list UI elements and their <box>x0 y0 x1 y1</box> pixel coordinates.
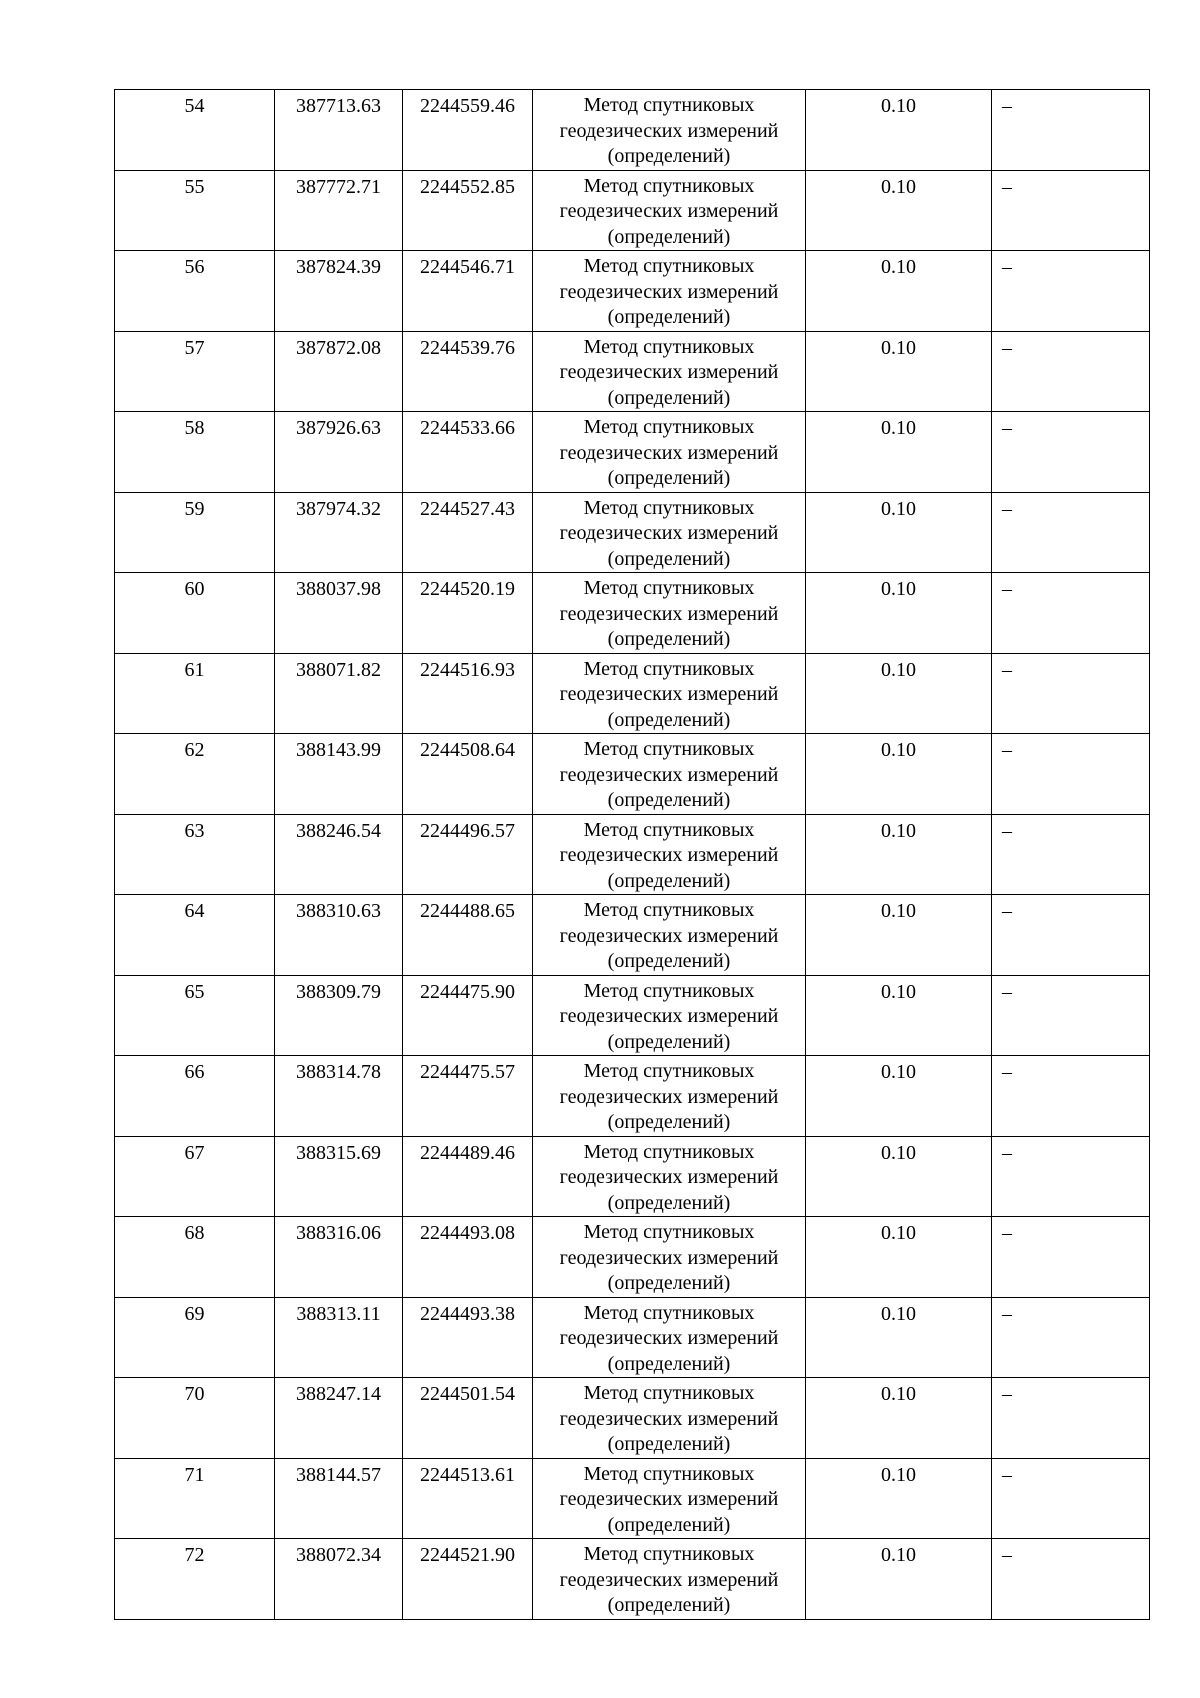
point-number-cell: 66 <box>115 1056 275 1137</box>
x-coordinate-cell: 388313.11 <box>275 1297 403 1378</box>
y-coordinate-cell: 2244501.54 <box>403 1378 533 1459</box>
accuracy-cell: 0.10 <box>806 573 992 654</box>
table-row <box>115 734 1150 815</box>
method-line: (определений) <box>607 1030 731 1053</box>
x-coordinate-cell: 387713.63 <box>275 90 403 171</box>
point-number-cell: 61 <box>115 653 275 734</box>
method-line: Метод спутниковых <box>583 1221 755 1243</box>
method-line: (определений) <box>607 1594 731 1616</box>
point-number-cell: 67 <box>115 1136 275 1217</box>
method-cell <box>533 492 806 573</box>
method-line: Метод спутниковых <box>583 496 755 519</box>
method-line: Метод спутниковых <box>583 1382 755 1404</box>
y-coordinate-cell: 2244489.46 <box>403 1136 533 1217</box>
method-cell <box>533 734 806 815</box>
method-line: (определений) <box>607 789 731 811</box>
x-coordinate-cell: 388037.98 <box>275 573 403 654</box>
x-coordinate-cell: 387926.63 <box>275 412 403 493</box>
note-cell: – <box>992 734 1150 815</box>
method-line: Метод спутниковых <box>583 416 755 438</box>
table-row <box>115 814 1150 895</box>
x-coordinate-cell: 388071.82 <box>275 653 403 734</box>
method-line: (определений) <box>607 145 731 167</box>
table-row <box>115 1458 1150 1539</box>
x-coordinate-cell: 387974.32 <box>275 492 403 573</box>
method-cell <box>533 1056 806 1137</box>
point-number-cell: 68 <box>115 1217 275 1298</box>
x-coordinate-cell: 388246.54 <box>275 814 403 895</box>
table-row <box>115 170 1150 251</box>
point-number-cell: 55 <box>115 170 275 251</box>
y-coordinate-cell: 2244508.64 <box>403 734 533 815</box>
method-line: Метод спутниковых <box>583 577 755 599</box>
note-cell: – <box>992 573 1150 654</box>
table-row <box>115 1297 1150 1378</box>
accuracy-cell: 0.10 <box>806 1458 992 1539</box>
y-coordinate-cell: 2244552.85 <box>403 170 533 251</box>
y-coordinate-cell: 2244546.71 <box>403 251 533 332</box>
y-coordinate-cell: 2244521.90 <box>403 1539 533 1620</box>
y-coordinate-cell: 2244513.61 <box>403 1458 533 1539</box>
accuracy-cell: 0.10 <box>806 251 992 332</box>
accuracy-cell: 0.10 <box>806 1136 992 1217</box>
method-cell <box>533 814 806 895</box>
method-cell <box>533 170 806 251</box>
method-line: геодезических измерений <box>559 441 779 464</box>
x-coordinate-cell: 388143.99 <box>275 734 403 815</box>
point-number-cell: 69 <box>115 1297 275 1378</box>
note-cell: – <box>992 331 1150 412</box>
note-cell: – <box>992 653 1150 734</box>
method-cell <box>533 1539 806 1620</box>
method-line: геодезических измерений <box>559 763 779 786</box>
method-line: Метод спутниковых <box>583 1462 755 1485</box>
coordinates-table <box>114 89 1150 1620</box>
y-coordinate-cell: 2244559.46 <box>403 90 533 171</box>
method-line: геодезических измерений <box>559 1407 779 1430</box>
method-line: Метод спутниковых <box>583 94 755 116</box>
method-cell <box>533 975 806 1056</box>
point-number-cell: 70 <box>115 1378 275 1459</box>
note-cell: – <box>992 895 1150 976</box>
method-line: (определений) <box>607 869 731 892</box>
method-line: Метод спутниковых <box>583 1060 755 1082</box>
point-number-cell: 60 <box>115 573 275 654</box>
table-body <box>115 90 1150 1620</box>
accuracy-cell: 0.10 <box>806 975 992 1056</box>
method-line: Метод спутниковых <box>583 899 755 921</box>
method-cell <box>533 895 806 976</box>
method-cell <box>533 573 806 654</box>
method-line: геодезических измерений <box>559 1005 779 1027</box>
point-number-cell: 54 <box>115 90 275 171</box>
table-row <box>115 653 1150 734</box>
accuracy-cell: 0.10 <box>806 1056 992 1137</box>
y-coordinate-cell: 2244520.19 <box>403 573 533 654</box>
note-cell: – <box>992 1136 1150 1217</box>
method-line: Метод спутниковых <box>583 1140 755 1163</box>
method-line: (определений) <box>607 306 731 328</box>
table-row <box>115 1136 1150 1217</box>
method-line: геодезических измерений <box>559 844 779 866</box>
accuracy-cell: 0.10 <box>806 1378 992 1459</box>
point-number-cell: 62 <box>115 734 275 815</box>
note-cell: – <box>992 1056 1150 1137</box>
method-line: (определений) <box>607 225 731 248</box>
table-row <box>115 251 1150 332</box>
table-row <box>115 412 1150 493</box>
accuracy-cell: 0.10 <box>806 734 992 815</box>
method-cell <box>533 331 806 412</box>
note-cell: – <box>992 975 1150 1056</box>
method-line: геодезических измерений <box>559 119 779 142</box>
note-cell: – <box>992 1539 1150 1620</box>
accuracy-cell: 0.10 <box>806 1297 992 1378</box>
point-number-cell: 72 <box>115 1539 275 1620</box>
table-row <box>115 895 1150 976</box>
method-line: (определений) <box>607 950 731 972</box>
table-row <box>115 492 1150 573</box>
x-coordinate-cell: 388072.34 <box>275 1539 403 1620</box>
note-cell: – <box>992 412 1150 493</box>
note-cell: – <box>992 1378 1150 1459</box>
point-number-cell: 63 <box>115 814 275 895</box>
note-cell: – <box>992 814 1150 895</box>
x-coordinate-cell: 388247.14 <box>275 1378 403 1459</box>
accuracy-cell: 0.10 <box>806 1539 992 1620</box>
y-coordinate-cell: 2244475.57 <box>403 1056 533 1137</box>
point-number-cell: 58 <box>115 412 275 493</box>
x-coordinate-cell: 388316.06 <box>275 1217 403 1298</box>
method-cell <box>533 1458 806 1539</box>
method-line: геодезических измерений <box>559 1246 779 1269</box>
method-line: геодезических измерений <box>559 361 779 383</box>
method-line: Метод спутниковых <box>583 738 755 760</box>
note-cell: – <box>992 1297 1150 1378</box>
table-row <box>115 90 1150 171</box>
x-coordinate-cell: 387772.71 <box>275 170 403 251</box>
method-cell <box>533 412 806 493</box>
method-line: Метод спутниковых <box>583 1301 755 1324</box>
method-line: геодезических измерений <box>559 1327 779 1349</box>
accuracy-cell: 0.10 <box>806 1217 992 1298</box>
table-row <box>115 1217 1150 1298</box>
method-line: (определений) <box>607 1433 731 1455</box>
x-coordinate-cell: 387872.08 <box>275 331 403 412</box>
point-number-cell: 56 <box>115 251 275 332</box>
method-line: (определений) <box>607 467 731 489</box>
note-cell: – <box>992 90 1150 171</box>
y-coordinate-cell: 2244533.66 <box>403 412 533 493</box>
method-line: геодезических измерений <box>559 1085 779 1108</box>
method-cell <box>533 251 806 332</box>
point-number-cell: 59 <box>115 492 275 573</box>
y-coordinate-cell: 2244496.57 <box>403 814 533 895</box>
method-cell <box>533 1136 806 1217</box>
method-line: геодезических измерений <box>559 683 779 705</box>
point-number-cell: 64 <box>115 895 275 976</box>
method-cell <box>533 1217 806 1298</box>
method-line: (определений) <box>607 1191 731 1214</box>
method-line: геодезических измерений <box>559 924 779 947</box>
method-line: (определений) <box>607 1111 731 1133</box>
table-row <box>115 331 1150 412</box>
table-row <box>115 1056 1150 1137</box>
point-number-cell: 65 <box>115 975 275 1056</box>
accuracy-cell: 0.10 <box>806 895 992 976</box>
note-cell: – <box>992 1217 1150 1298</box>
point-number-cell: 71 <box>115 1458 275 1539</box>
method-line: Метод спутниковых <box>583 255 755 277</box>
table-row <box>115 1539 1150 1620</box>
method-line: (определений) <box>607 628 731 650</box>
x-coordinate-cell: 388144.57 <box>275 1458 403 1539</box>
accuracy-cell: 0.10 <box>806 90 992 171</box>
method-line: геодезических измерений <box>559 602 779 625</box>
method-line: (определений) <box>607 386 731 409</box>
accuracy-cell: 0.10 <box>806 653 992 734</box>
note-cell: – <box>992 170 1150 251</box>
accuracy-cell: 0.10 <box>806 814 992 895</box>
y-coordinate-cell: 2244516.93 <box>403 653 533 734</box>
note-cell: – <box>992 492 1150 573</box>
method-line: Метод спутниковых <box>583 335 755 358</box>
y-coordinate-cell: 2244527.43 <box>403 492 533 573</box>
x-coordinate-cell: 388310.63 <box>275 895 403 976</box>
method-cell <box>533 1297 806 1378</box>
method-cell <box>533 90 806 171</box>
method-line: геодезических измерений <box>559 1166 779 1188</box>
method-line: геодезических измерений <box>559 1568 779 1591</box>
method-line: Метод спутниковых <box>583 1543 755 1565</box>
method-cell <box>533 653 806 734</box>
method-line: Метод спутниковых <box>583 174 755 197</box>
table-row <box>115 1378 1150 1459</box>
method-line: геодезических измерений <box>559 200 779 222</box>
table-row <box>115 573 1150 654</box>
note-cell: – <box>992 1458 1150 1539</box>
method-line: (определений) <box>607 547 731 570</box>
x-coordinate-cell: 388309.79 <box>275 975 403 1056</box>
x-coordinate-cell: 387824.39 <box>275 251 403 332</box>
method-line: (определений) <box>607 708 731 731</box>
table-row <box>115 975 1150 1056</box>
note-cell: – <box>992 251 1150 332</box>
method-line: Метод спутниковых <box>583 979 755 1002</box>
point-number-cell: 57 <box>115 331 275 412</box>
y-coordinate-cell: 2244539.76 <box>403 331 533 412</box>
method-line: (определений) <box>607 1513 731 1536</box>
y-coordinate-cell: 2244493.38 <box>403 1297 533 1378</box>
method-line: (определений) <box>607 1272 731 1294</box>
y-coordinate-cell: 2244475.90 <box>403 975 533 1056</box>
method-line: геодезических измерений <box>559 1488 779 1510</box>
method-line: (определений) <box>607 1352 731 1375</box>
method-line: Метод спутниковых <box>583 657 755 680</box>
method-line: геодезических измерений <box>559 522 779 544</box>
accuracy-cell: 0.10 <box>806 412 992 493</box>
x-coordinate-cell: 388314.78 <box>275 1056 403 1137</box>
x-coordinate-cell: 388315.69 <box>275 1136 403 1217</box>
accuracy-cell: 0.10 <box>806 331 992 412</box>
method-line: Метод спутниковых <box>583 818 755 841</box>
y-coordinate-cell: 2244493.08 <box>403 1217 533 1298</box>
y-coordinate-cell: 2244488.65 <box>403 895 533 976</box>
method-line: геодезических измерений <box>559 280 779 303</box>
accuracy-cell: 0.10 <box>806 170 992 251</box>
method-cell <box>533 1378 806 1459</box>
accuracy-cell: 0.10 <box>806 492 992 573</box>
